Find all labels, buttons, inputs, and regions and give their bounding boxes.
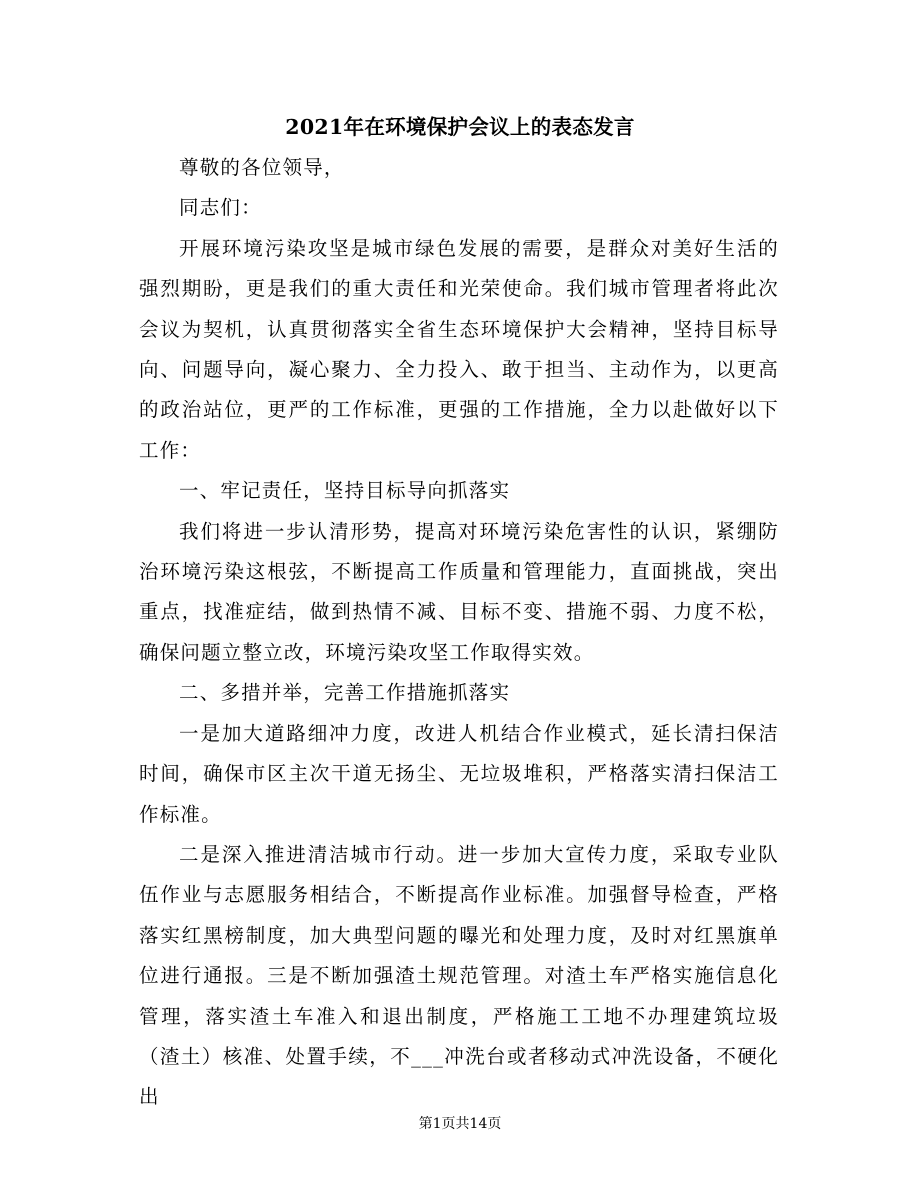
- section-heading-2: 二、多措并举，完善工作措施抓落实: [179, 681, 511, 705]
- document-body: [139, 148, 779, 1118]
- salutation: 尊敬的各位领导，: [179, 156, 345, 179]
- section-1-paragraph: 我们将进一步认清形势，提高对环境污染危害性的认识，紧绷防治环境污染这根弦，不断提高工作质量和管理能力，直面挑战，突出重点，找准症结，做到热情不减、目标不变、措施不弱、力度不松，确保问题立整立改，环境污染攻坚工作取得实效。: [139, 519, 779, 664]
- document-title: 2021年在环境保护会议上的表态发言: [285, 115, 635, 139]
- section-2-paragraph-1: 一是加大道路细冲力度，改进人机结合作业模式，延长清扫保洁时间，确保市区主次干道无扬尘、无垃圾堆积，严格落实清扫保洁工作标准。: [139, 721, 779, 826]
- section-2-paragraph-2: 二是深入推进清洁城市行动。进一步加大宣传力度，采取专业队伍作业与志愿服务相结合，不断提高作业标准。加强督导检查，严格落实红黑榜制度，加大典型问题的曝光和处理力度，及时对红黑旗单位进行通报。三是不断加强渣土规范管理。对渣土车严格实施信息化管理，落实渣土车准入和退出制度，严格施工工地不办理建筑垃圾（渣土）核准、处置手续，不___冲洗台或者移动式冲洗设备，不硬化出: [139, 842, 779, 1109]
- intro-paragraph: 开展环境污染攻坚是城市绿色发展的需要，是群众对美好生活的强烈期盼，更是我们的重大责任和光荣使命。我们城市管理者将此次会议为契机，认真贯彻落实全省生态环境保护大会精神，坚持目标导向、问题导向，凝心聚力、全力投入、敢于担当、主动作为，以更高的政治站位，更严的工作标准，更强的工作措施，全力以赴做好以下工作：: [139, 236, 779, 462]
- section-heading-1: 一、牢记责任，坚持目标导向抓落实: [179, 479, 511, 503]
- page-number-footer: 第1页共14页: [418, 1116, 502, 1132]
- salutation-comrades: 同志们：: [179, 196, 262, 220]
